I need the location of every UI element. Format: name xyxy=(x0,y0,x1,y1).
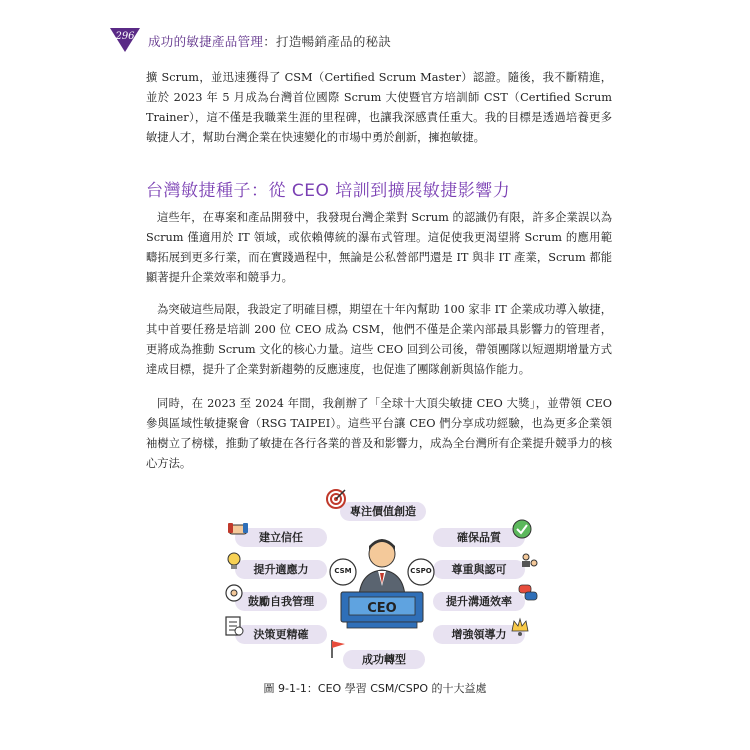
checkmark-icon xyxy=(511,518,533,540)
book-title: 成功的敏捷產品管理 xyxy=(148,34,264,49)
target-icon xyxy=(325,488,347,510)
people-icon xyxy=(519,550,541,572)
paragraph-intro: 擴 Scrum，並迅速獲得了 CSM（Certified Scrum Master）認證。隨後，我不斷精進，並於 2023 年 5 月成為台灣首位國際 Scrum 大使暨官方培訓師 CST（Certified Scrum Trainer），這不僅是我職業生涯的里程碑，也讓我深感責任重大。我的目標是透過培養更多敏捷人才，幫助台灣企業在快速變化的市場中勇於創新，擁抱敏捷。 xyxy=(146,71,612,144)
title-separator: ： xyxy=(263,34,277,49)
badge-csm-label: CSM xyxy=(334,567,352,575)
benefit-right-2: 尊重與認可 xyxy=(433,560,525,579)
benefit-right-4: 增強領導力 xyxy=(433,625,525,644)
handshake-icon xyxy=(227,518,249,540)
benefit-right-1: 確保品質 xyxy=(433,528,525,547)
paragraph-2: 為突破這些局限，我設定了明確目標，期望在十年內幫助 100 家非 IT 企業成功導入敏捷，其中首要任務是培訓 200 位 CEO 成為 CSM，他們不僅是企業內部最具影響力的管理者，更將成為推動 Scrum 文化的核心力量。這些 CEO 回到公司後，帶領團隊以短週期增量方式達成目標，提升了企業對新趨勢的反應速度，也促進了團隊創新與協作能力。 xyxy=(146,303,612,376)
page-number: 296 xyxy=(115,31,135,42)
benefit-left-3: 鼓勵自我管理 xyxy=(235,592,327,611)
running-header xyxy=(110,28,670,54)
benefit-left-1: 建立信任 xyxy=(235,528,327,547)
self-management-icon xyxy=(223,582,245,604)
section-heading: 台灣敏捷種子：從 CEO 培訓到擴展敏捷影響力 xyxy=(146,181,511,201)
ceo-podium-illustration xyxy=(327,528,437,633)
crown-icon xyxy=(509,615,531,637)
benefit-left-2: 提升適應力 xyxy=(235,560,327,579)
checklist-icon xyxy=(223,615,245,637)
badge-cspo-label: CSPO xyxy=(410,567,432,575)
paragraph-1: 這些年，在專案和產品開發中，我發現台灣企業對 Scrum 的認識仍有限，許多企業誤以為 Scrum 僅適用於 IT 領域，或依賴傳統的瀑布式管理。這促使我更渴望將 Scrum 的應用範疇拓展到更多行業，而在實踐過程中，無論是公私營部門還是 IT 與非 IT 產業，Scrum 都能顯著提升企業效率和競爭力。 xyxy=(146,211,612,284)
podium-ceo-label: CEO xyxy=(367,601,397,616)
benefits-figure xyxy=(215,488,545,678)
running-title xyxy=(148,32,391,50)
benefit-right-3: 提升溝通效率 xyxy=(433,592,525,611)
book-subtitle: 打造暢銷產品的秘訣 xyxy=(276,34,392,49)
lightbulb-icon xyxy=(223,550,245,572)
paragraph-3: 同時，在 2023 至 2024 年間，我創辦了「全球十大頂尖敏捷 CEO 大獎」，並帶領 CEO 參與區域性敏捷聚會（RSG TAIPEI）。這些平台讓 CEO 們分享成功經驗，也為更多企業領袖樹立了榜樣，推動了敏捷在各行各業的普及和影響力，成為全台灣所有企業提升競爭力的核心方法。 xyxy=(146,397,612,470)
chat-bubbles-icon xyxy=(517,582,539,604)
benefit-bottom: 成功轉型 xyxy=(343,650,425,669)
figure-caption: 圖 9-1-1：CEO 學習 CSM/CSPO 的十大益處 xyxy=(263,682,487,695)
benefit-left-4: 決策更精確 xyxy=(235,625,327,644)
flag-icon xyxy=(327,638,349,660)
benefit-top: 專注價值創造 xyxy=(340,502,426,521)
